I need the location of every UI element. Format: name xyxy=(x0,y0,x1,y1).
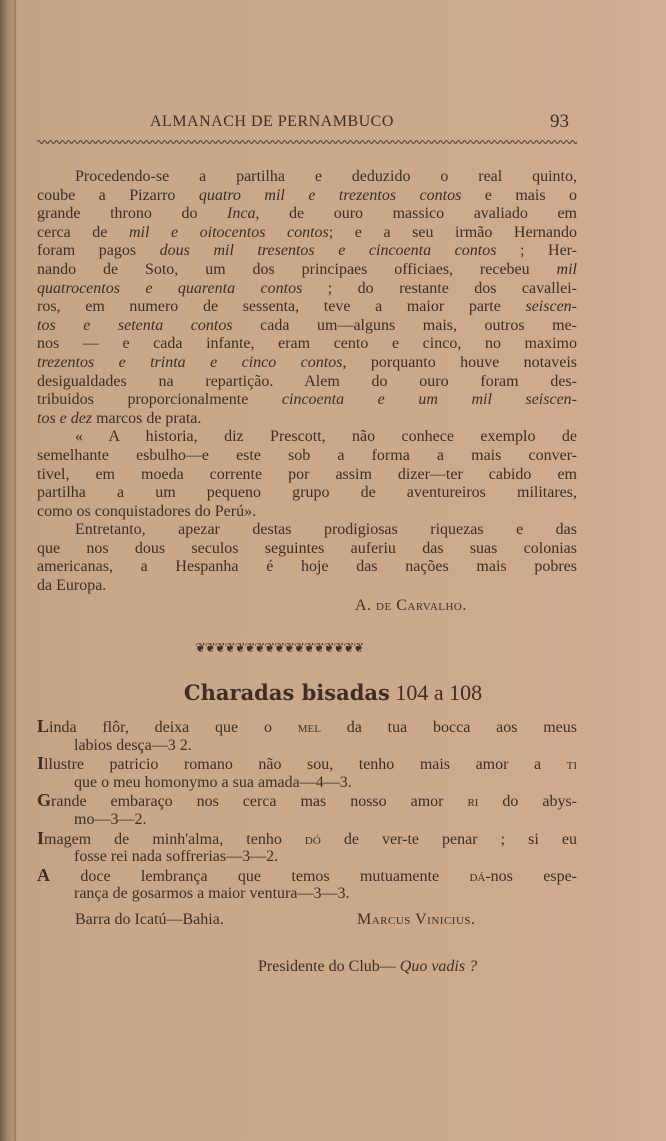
text-run: grande throno do xyxy=(37,205,228,223)
text-line xyxy=(37,298,577,317)
text-line xyxy=(37,521,577,540)
text-run: -nos espe- xyxy=(485,867,578,885)
text-run: , porquanto houve notaveis xyxy=(342,353,577,371)
small-caps-text: ri xyxy=(467,793,479,811)
text-run: cada um—alguns mais, outros me- xyxy=(232,316,577,334)
text-line xyxy=(37,773,577,792)
text-run: llustre patricio romano não sou, tenho mais amor a xyxy=(44,756,567,774)
italic-text: trezentos e trinta e cinco contos xyxy=(37,353,343,371)
text-line xyxy=(37,810,577,829)
text-line xyxy=(37,754,577,773)
small-caps-text: dó xyxy=(304,830,321,848)
text-run: « A historia, diz Prescott, não conhece exemplo de xyxy=(75,428,577,446)
text-run: doce lembrança que temos mutuamente xyxy=(50,867,470,885)
text-run: do abys- xyxy=(478,793,577,811)
initial-letter: A xyxy=(37,864,50,885)
text-line xyxy=(37,503,577,522)
text-run: ros, em numero de sessenta, teve a maior parte xyxy=(37,298,526,316)
initial-letter: I xyxy=(37,753,45,774)
charadas-credit xyxy=(75,911,575,929)
text-run: marcos de prata. xyxy=(92,409,202,427)
text-line xyxy=(37,577,577,596)
text-run: da Europa. xyxy=(37,577,107,595)
text-run: nos — e cada infante, eram cento e cinco, no maximo xyxy=(37,335,577,353)
page-edge xyxy=(14,0,16,1141)
header-title: ALMANACH DE PERNAMBUCO xyxy=(150,113,394,130)
small-caps-text: mel xyxy=(297,719,321,736)
text-line xyxy=(37,884,577,903)
heading-bold: Charadas bisadas xyxy=(183,680,390,705)
initial-letter: G xyxy=(37,790,52,811)
text-line xyxy=(37,791,577,810)
text-line xyxy=(37,866,577,885)
text-run: Procedendo-se a partilha e deduzido o real quinto, xyxy=(75,168,577,185)
text-line xyxy=(37,391,577,410)
text-run: nando de Soto, um dos principaes officiaes, recebeu xyxy=(37,260,557,278)
signature-text: A. de Carvalho. xyxy=(355,597,467,614)
italic-text: dous mil tresentos e cincoenta contos xyxy=(159,242,497,260)
text-line xyxy=(37,717,577,736)
text-line xyxy=(37,187,577,206)
initial-letter: I xyxy=(37,827,45,848)
text-line xyxy=(37,224,577,243)
text-line xyxy=(37,168,577,187)
text-line xyxy=(37,205,577,224)
text-run: ; do restante dos cavallei- xyxy=(302,279,577,297)
italic-text: seiscen- xyxy=(525,298,577,316)
text-run: fosse rei nada soffrerias—3—2. xyxy=(74,848,279,866)
text-line xyxy=(37,466,577,485)
italic-text: mil e oitocentos contos xyxy=(128,223,329,241)
text-line xyxy=(37,242,577,261)
text-line xyxy=(37,736,577,755)
text-run: rança de gosarmos a maior ventura—3—3. xyxy=(74,885,350,903)
wavy-rule xyxy=(37,138,577,146)
place: Barra do Icatú—Bahia. xyxy=(75,911,224,928)
text-run: ; e a seu irmão Hernando xyxy=(328,223,578,241)
author: Marcus Vinicius. xyxy=(357,911,476,928)
text-run: cerca de xyxy=(37,223,129,241)
text-line xyxy=(37,447,577,466)
text-run: tivel, em moeda corrente por assim dizer—ter cabido em xyxy=(37,465,577,483)
text-line xyxy=(37,484,577,503)
text-line xyxy=(37,428,577,447)
italic-text: cincoenta e um mil seiscen- xyxy=(281,391,578,409)
text-line xyxy=(37,280,577,299)
text-run: labios desça—3 2. xyxy=(74,736,192,754)
small-caps-text: ti xyxy=(566,756,577,774)
text-run: tribuidos proporcionalmente xyxy=(37,391,282,409)
president-line xyxy=(258,958,477,976)
article-body xyxy=(37,168,577,596)
text-line xyxy=(37,558,577,577)
text-run: de ver-te penar ; si eu xyxy=(320,830,578,848)
text-run: rande embaraço nos cerca mas nosso amor xyxy=(51,793,468,811)
text-run: , de ouro massico avaliado em xyxy=(255,205,578,223)
text-run: que o meu homonymo a sua amada—4—3. xyxy=(74,773,352,791)
italic-text: Inca xyxy=(227,205,256,223)
italic-text: mil xyxy=(556,260,577,278)
text-run: partilha a um pequeno grupo de aventureiros militares, xyxy=(37,484,577,502)
page-number: 93 xyxy=(550,111,569,132)
text-run: da tua bocca aos meus xyxy=(320,719,577,736)
article-signature xyxy=(355,597,467,615)
text-run: coube a Pizarro xyxy=(37,186,199,204)
italic-text: quatro mil e trezentos contos xyxy=(198,186,462,204)
text-run: magem de minh'alma, tenho xyxy=(44,830,305,848)
text-line xyxy=(37,335,577,354)
charadas-list xyxy=(37,717,577,903)
text-line xyxy=(37,829,577,848)
italic-text: tos e dez xyxy=(37,409,93,427)
president-italic: Quo vadis ? xyxy=(399,958,478,975)
ornament-divider: ❦❦❦❦❦❦❦❦❦❦❦❦❦❦❦❦❦ xyxy=(195,640,364,655)
italic-text: tos e setenta contos xyxy=(37,316,233,334)
text-line xyxy=(37,847,577,866)
text-line xyxy=(37,261,577,280)
text-run: mo—3—2. xyxy=(74,810,147,828)
text-line xyxy=(37,354,577,373)
text-line xyxy=(37,373,577,392)
text-run: desigualdades na repartição. Alem do ouro foram des- xyxy=(37,372,577,390)
text-line xyxy=(37,317,577,336)
text-run: Entretanto, apezar destas prodigiosas riquezas e das xyxy=(75,521,577,539)
text-run: inda flôr, deixa que o xyxy=(49,719,298,736)
text-line xyxy=(37,540,577,559)
italic-text: quatrocentos e quarenta contos xyxy=(37,279,303,297)
text-run: americanas, a Hespanha é hoje das nações mais pobres xyxy=(37,558,577,576)
running-header xyxy=(37,113,577,135)
text-run: foram pagos xyxy=(37,242,160,260)
president-prefix: Presidente do Club— xyxy=(258,958,400,975)
text-run: semelhante esbulho—e este sob a forma a mais conver- xyxy=(37,446,577,464)
text-run: ; Her- xyxy=(496,242,578,260)
text-run: e mais o xyxy=(461,186,578,204)
initial-letter: L xyxy=(37,716,50,736)
small-caps-text: dá xyxy=(469,867,486,885)
text-line xyxy=(37,410,577,429)
heading-range: 104 a 108 xyxy=(395,680,483,705)
text-run: como os conquistadores do Perú». xyxy=(37,502,257,520)
text-run: que nos dous seculos seguintes auferiu das suas colonias xyxy=(37,539,577,557)
section-heading xyxy=(0,680,666,706)
